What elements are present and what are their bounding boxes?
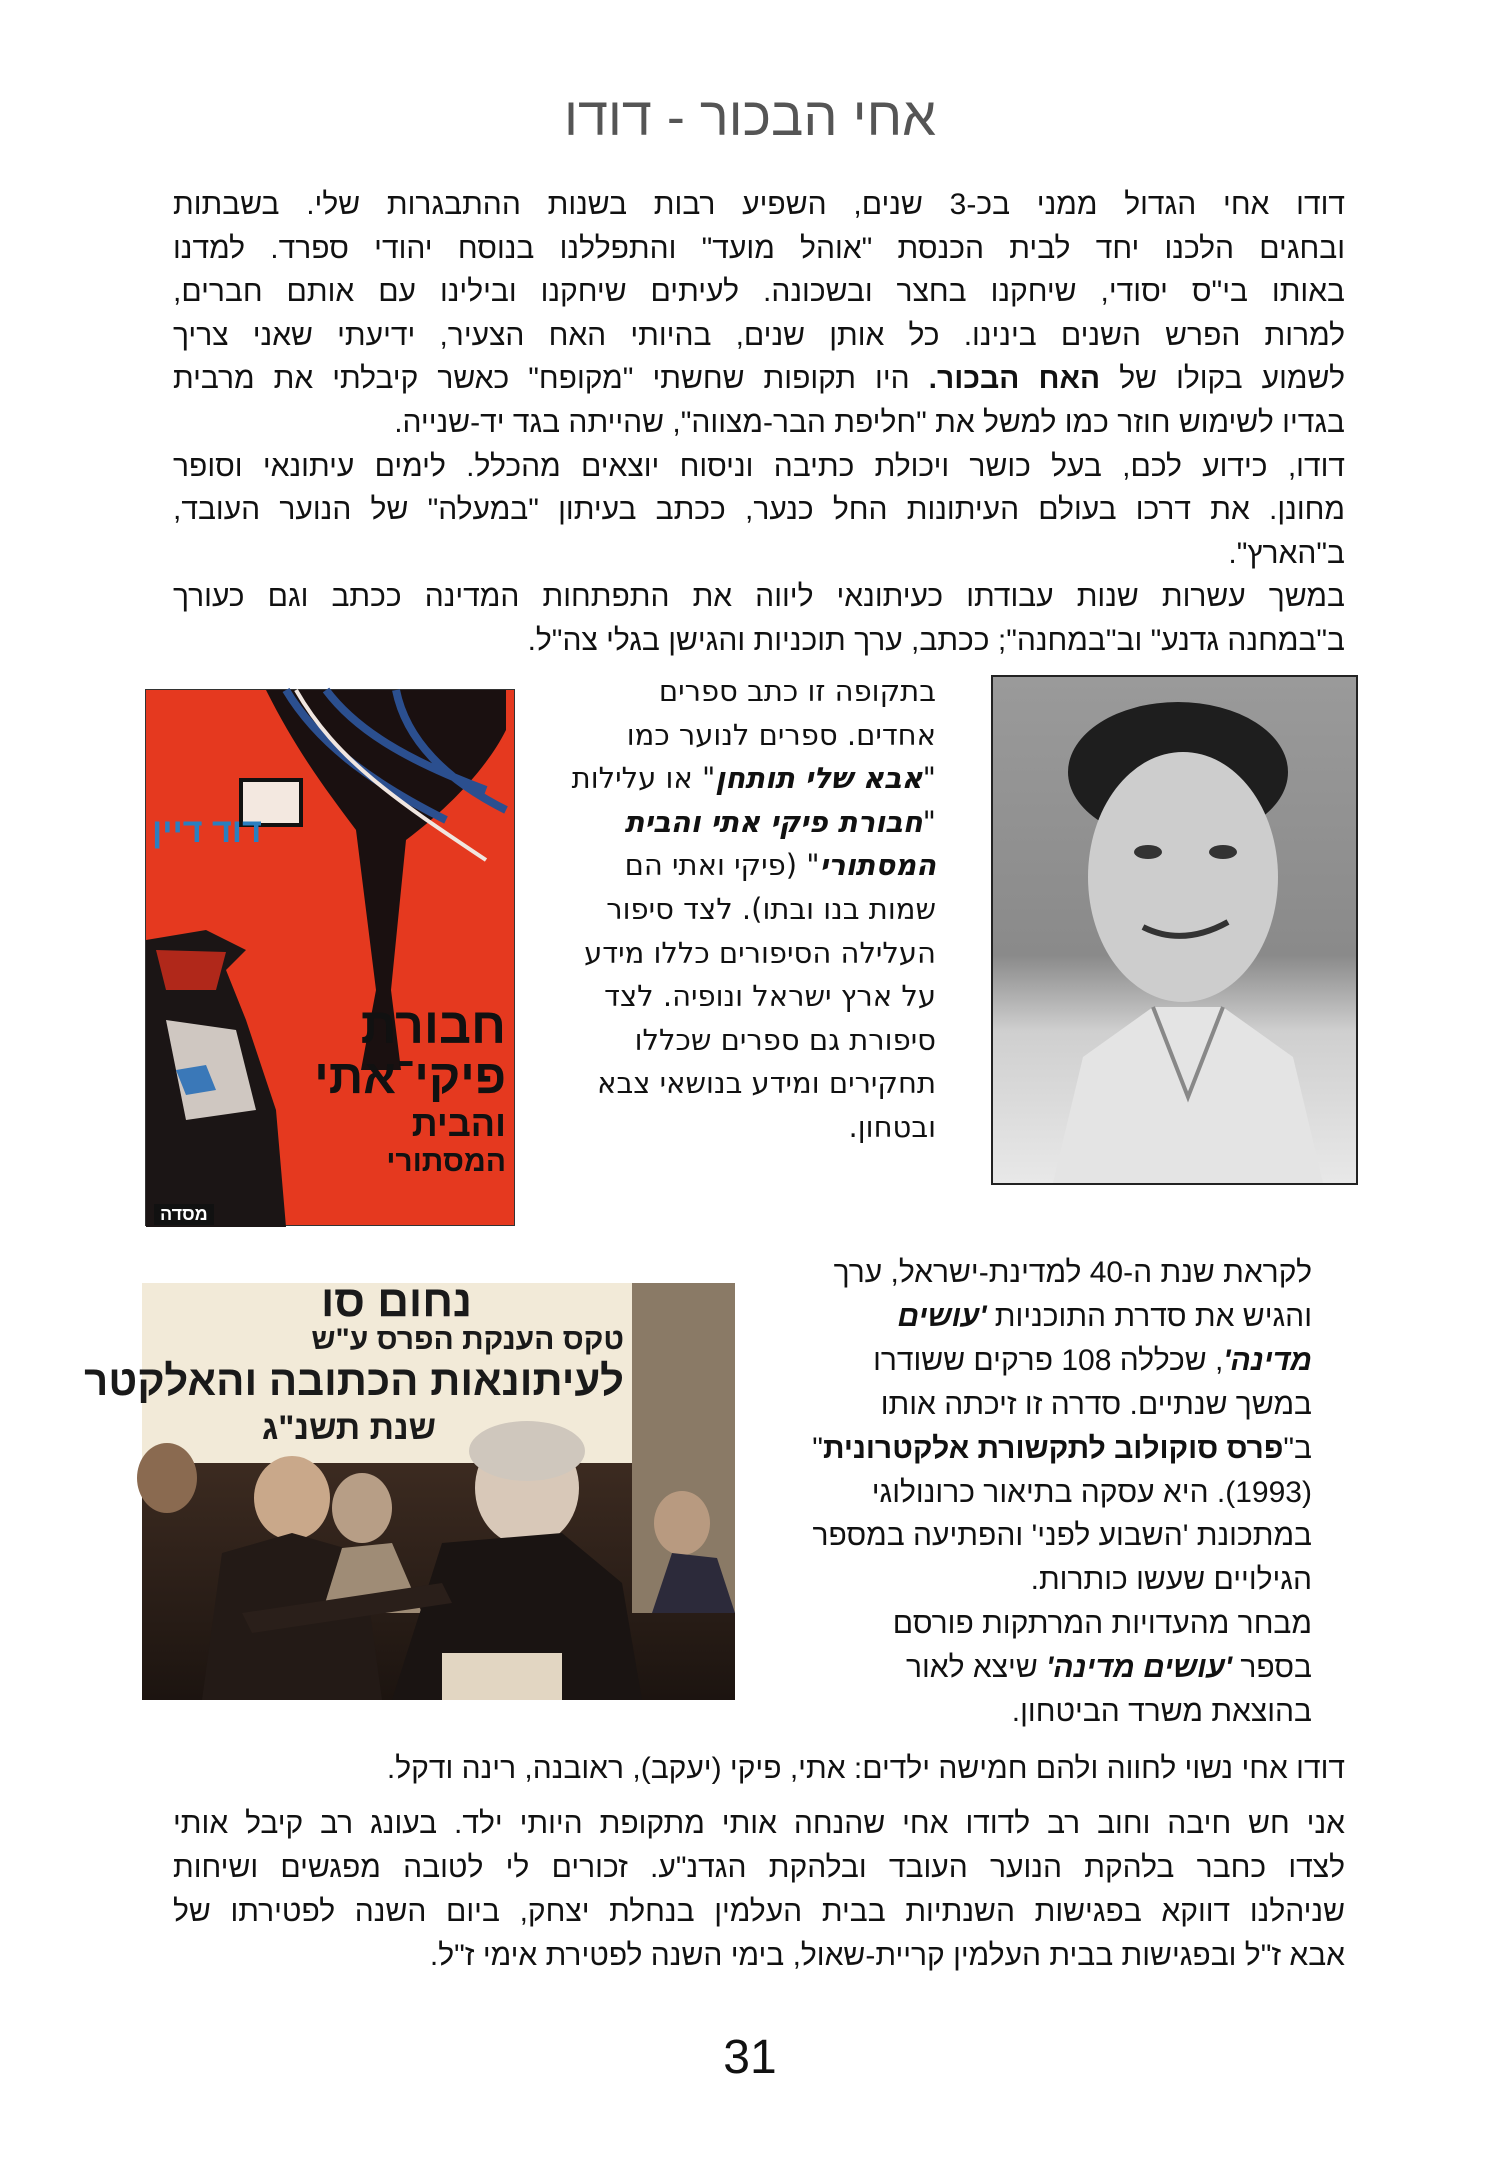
text-line [740, 1295, 1312, 1339]
cover-title-line: והבית [411, 1103, 506, 1144]
text-segment: במשך שנתיים. סדרה זו זיכתה אותו [880, 1387, 1312, 1421]
text-line [520, 975, 936, 1019]
text-line [740, 1558, 1312, 1602]
text-segment: מחונן. את דרכו בעולם העיתונות החל כנער, ככתב בעיתון "במעלה" של הנוער העובד, [173, 493, 1345, 527]
text-line [173, 227, 1345, 271]
text-line [520, 757, 936, 801]
text-line [740, 1514, 1312, 1558]
banner-line: נחום סו [321, 1277, 472, 1326]
page-number: 31 [723, 2031, 777, 2084]
family-text [173, 1747, 1345, 1791]
text-line [173, 1846, 1345, 1890]
text-segment: בגדיו לשימוש חוזר כמו למשל את "חליפת הבר-מצווה", שהייתה בגד יד-שנייה. [394, 405, 1345, 439]
text-line [173, 270, 1345, 314]
text-line [520, 801, 936, 845]
closing-text [173, 1802, 1345, 1978]
text-line [173, 357, 1345, 401]
text-segment: ובטחון. [848, 1109, 936, 1144]
text-segment: בספר [1232, 1651, 1312, 1685]
text-line [173, 1934, 1345, 1978]
emphasized-text: האח הבכור. [928, 362, 1101, 396]
cover-publisher: מסדה [154, 1204, 214, 1225]
text-segment: מבחר מהעדויות המרתקות פורסם [892, 1607, 1312, 1641]
book-cover-image [145, 689, 515, 1226]
text-segment: ב" [1283, 1431, 1312, 1465]
emphasized-text: פרס סוקולוב לתקשורת אלקטרונית [822, 1431, 1284, 1465]
text-segment: , שכללה 108 פרקים ששודרו [873, 1343, 1224, 1377]
intro-text [173, 183, 1345, 663]
cover-title-line: חבורת [360, 998, 506, 1054]
text-line [520, 844, 936, 888]
text-line [173, 401, 1345, 445]
text-segment: הגילויים שעשו כותרות. [1030, 1563, 1312, 1597]
text-line [173, 532, 1345, 576]
text-line [173, 1802, 1345, 1846]
text-line [520, 1019, 936, 1063]
emphasized-text: אבא שלי תותחן [715, 761, 923, 796]
text-line [740, 1471, 1312, 1515]
banner-line: שנת תשנ"ג [262, 1409, 437, 1447]
emphasized-text: 'עושים [897, 1299, 987, 1333]
text-line [173, 183, 1345, 227]
text-segment: שיצא לאור [905, 1651, 1047, 1685]
text-segment: היו תקופות שחשתי "מקופח" כאשר קיבלתי את מרבית [173, 362, 929, 396]
text-line [173, 1890, 1345, 1934]
text-segment: והגיש את סדרת התוכניות [986, 1299, 1312, 1333]
text-segment: אבא ז"ל ובפגישות בבית העלמין קריית-שאול, בימי השנה לפטירת אימי ז"ל. [429, 1939, 1345, 1972]
text-segment: ובחגים הלכנו יחד לבית הכנסת "אוהל מועד" והתפללנו בנוסח יהודי ספרד. למדנו [173, 231, 1345, 265]
text-segment: " או עלילות [571, 761, 716, 796]
text-line [520, 714, 936, 758]
text-segment: שניהלנו דווקא בפגישות השנתיות בבית העלמין בנחלת יצחק, ביום השנה לפטירתו של [173, 1895, 1345, 1928]
cover-title-line: המסתורי [386, 1145, 506, 1178]
text-line [520, 888, 936, 932]
text-segment: " [922, 761, 936, 796]
text-segment: לשמוע בקולו של [1100, 362, 1345, 396]
text-line [173, 619, 1345, 663]
text-segment: על ארץ ישראל ונופיה. לצד [604, 979, 936, 1014]
cover-author: דוד דיין [152, 812, 262, 850]
text-line [740, 1690, 1312, 1734]
text-line [173, 314, 1345, 358]
text-segment: לצדו כחבר בלהקת הנוער העובד ובלהקת הגדנ"ע. זכורים לי לטובה מפגשים ושיחות [173, 1851, 1345, 1884]
text-segment: לקראת שנת ה-40 למדינת-ישראל, ערך [833, 1256, 1312, 1289]
text-segment: " [812, 1431, 823, 1465]
text-segment: במתכונת 'השבוע לפני' והפתיעה במספר [812, 1519, 1312, 1553]
text-line [520, 932, 936, 976]
cover-title-line: פיקי־אתי [314, 1051, 506, 1104]
text-segment: במשך עשרות שנות עבודתו כעיתונאי ליווה את התפתחות המדינה ככתב וגם כעורך [173, 580, 1345, 614]
text-segment: שמות בנו ובתו). לצד סיפור [606, 891, 936, 926]
text-line [520, 1062, 936, 1106]
text-segment: דודו אחי הגדול ממני בכ-3 שנים, השפיע רבות בשנות ההתבגרות שלי. בשבתות [173, 188, 1346, 221]
emphasized-text: חבורת פיקי אתי והבית [624, 804, 923, 839]
banner-text [84, 1277, 632, 1463]
text-line [740, 1602, 1312, 1646]
text-segment: בתקופה זו כתב ספרים [658, 674, 936, 708]
text-segment: העלילה הסיפורים כללו מידע [584, 935, 936, 970]
text-line [173, 488, 1345, 532]
text-line: דודו אחי נשוי לחווה ולהם חמישה ילדים: אתי, פיקי (יעקב), ראובנה, רינה ודקל. [386, 1752, 1345, 1785]
text-segment: סיפורת גם ספרים שכללו [634, 1022, 936, 1057]
text-line [740, 1427, 1312, 1471]
text-line [173, 575, 1345, 619]
text-segment: אחדים. ספרים לנוער כמו [626, 717, 936, 752]
text-segment: ב"הארץ". [1228, 536, 1345, 570]
cover-title [314, 1000, 506, 1180]
books-text [520, 670, 936, 1150]
banner-line: לעיתונאות הכתובה והאלקטר [84, 1357, 624, 1404]
banner-line: טקס הענקת הפרס ע"ש [311, 1323, 624, 1356]
text-segment: דודו, כידוע לכם, בעל כושר ויכולת כתיבה וניסוח יוצאים מהכלל. לימים עיתונאי וסופר [173, 449, 1345, 483]
text-segment: תחקירים ומידע בנושאי צבא [597, 1066, 936, 1101]
emphasized-text: המסתורי [819, 848, 936, 883]
text-segment: " (פיקי ואתי הם [624, 848, 820, 883]
award-ceremony-photo [84, 1277, 735, 1700]
emphasized-text: 'עושים מדינה' [1046, 1651, 1233, 1685]
portrait-photo [991, 675, 1358, 1185]
text-segment: למרות הפרש השנים בינינו. כל אותן שנים, בהיותי האח הצעיר, ידיעתי שאני צריך [173, 318, 1345, 352]
series-text [740, 1251, 1312, 1734]
text-segment: " [922, 804, 936, 839]
text-segment: בהוצאת משרד הביטחון. [1011, 1695, 1312, 1729]
emphasized-text: מדינה' [1223, 1343, 1312, 1377]
text-segment: (1993). היא עסקה בתיאור כרונולוגי [871, 1475, 1312, 1509]
text-segment: באותו בי"ס יסודי, שיחקנו בחצר ובשכונה. לעיתים שיחקנו ובילינו עם אותם חברים, [173, 275, 1345, 309]
text-line [740, 1383, 1312, 1427]
text-line [740, 1251, 1312, 1295]
text-line [740, 1646, 1312, 1690]
text-segment: ב"במחנה גדנע" וב"במחנה"; ככתב, ערך תוכניות והגישן בגלי צה"ל. [527, 623, 1345, 657]
text-line [520, 1106, 936, 1150]
portrait-figure [993, 677, 1356, 1183]
text-line [740, 1339, 1312, 1383]
text-line [520, 670, 936, 714]
text-line [173, 445, 1345, 489]
text-segment: אני חש חיבה וחוב רב לדודו אחי שהנחה אותי מתקופת היותי ילד. בעונג רב קיבל אותי [173, 1807, 1345, 1840]
page-title: אחי הבכור - דודו [563, 87, 937, 147]
